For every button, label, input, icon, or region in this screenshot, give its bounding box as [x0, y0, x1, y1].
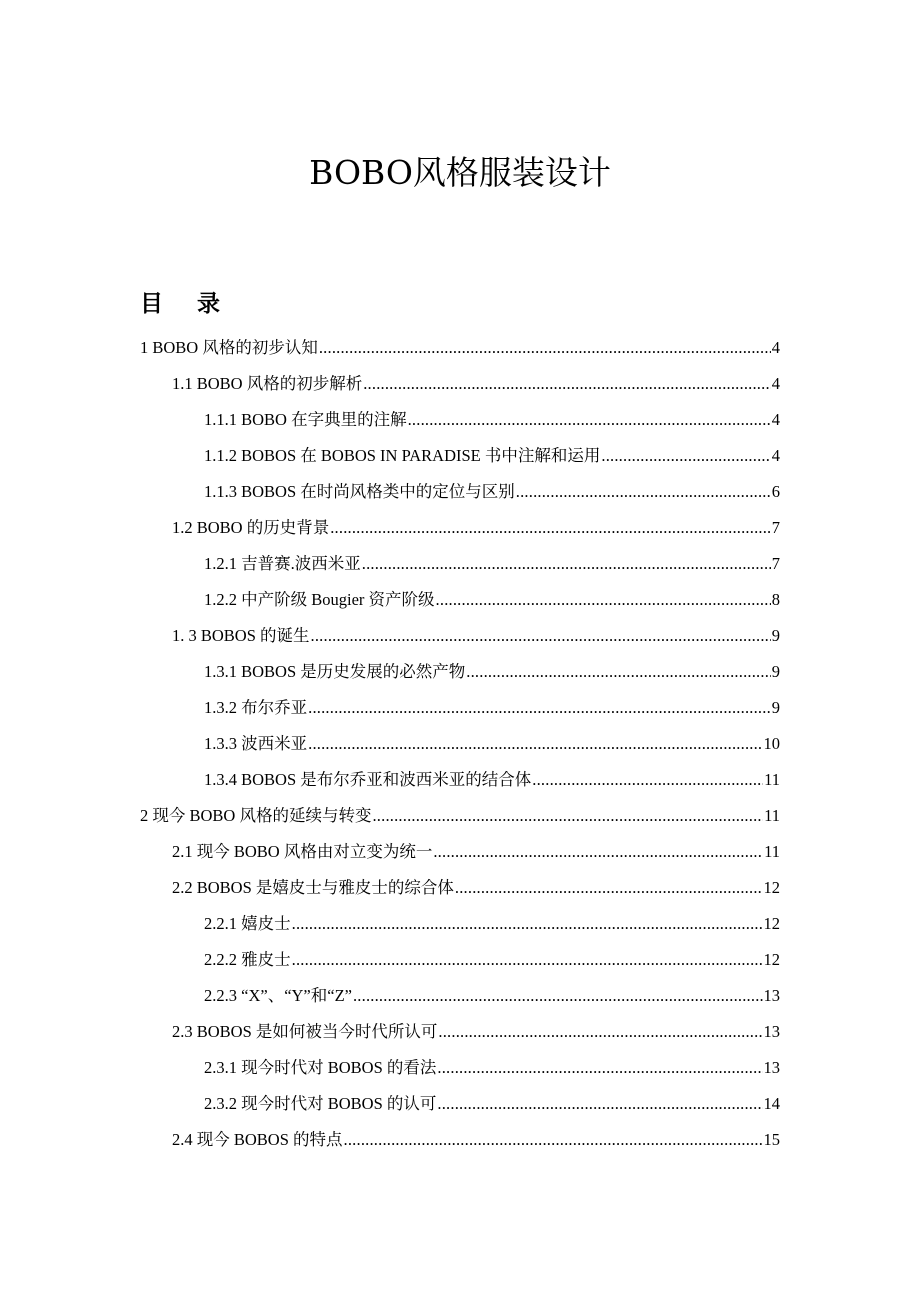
toc-leader-dots	[438, 1020, 762, 1044]
toc-entry[interactable]	[140, 804, 780, 828]
toc-entry[interactable]	[204, 552, 780, 576]
toc-entry-text: 1.2.2 中产阶级 Bougier 资产阶级	[204, 590, 435, 609]
toc-entry-page: 4	[771, 338, 780, 357]
toc-leader-dots	[311, 624, 771, 648]
toc-entry[interactable]	[172, 372, 780, 396]
toc-entry-text: 2.2.2 雅皮士	[204, 950, 291, 969]
toc-leader-dots	[433, 840, 763, 864]
toc-entry[interactable]	[204, 480, 780, 504]
toc-entry[interactable]	[172, 1128, 780, 1152]
toc-leader-dots	[532, 768, 763, 792]
toc-leader-dots	[466, 660, 770, 684]
toc-entry[interactable]	[204, 948, 780, 972]
toc-entry-page: 12	[763, 878, 780, 897]
toc-entry-page: 8	[771, 590, 780, 609]
toc-entry[interactable]	[172, 624, 780, 648]
toc-entry-text: 2.3.2 现今时代对 BOBOS 的认可	[204, 1094, 437, 1113]
toc-entry-page: 13	[763, 986, 780, 1005]
toc-entry-page: 14	[763, 1094, 780, 1113]
toc-entry-page: 15	[763, 1130, 780, 1149]
toc-entry-page: 9	[771, 698, 780, 717]
toc-entry-page: 4	[771, 446, 780, 465]
toc-entry-text: 2.2.3 “X”、“Y”和“Z”	[204, 986, 352, 1005]
toc-entry[interactable]	[140, 336, 780, 360]
toc-leader-dots	[330, 516, 771, 540]
toc-entry[interactable]	[172, 840, 780, 864]
toc-entry-text: 1.1.3 BOBOS 在时尚风格类中的定位与区别	[204, 482, 515, 501]
toc-entry-text: 1.3.3 波西米亚	[204, 734, 308, 753]
toc-entry-text: 1.3.1 BOBOS 是历史发展的必然产物	[204, 662, 466, 681]
toc-entry-text: 1.1.1 BOBO 在字典里的注解	[204, 410, 407, 429]
toc-entry-page: 6	[771, 482, 780, 501]
toc-entry[interactable]	[204, 1056, 780, 1080]
toc-entry-page: 4	[771, 410, 780, 429]
toc-entry-page: 7	[771, 554, 780, 573]
toc-leader-dots	[437, 1092, 762, 1116]
toc-entry[interactable]	[172, 516, 780, 540]
document-title: BOBO风格服装设计	[309, 153, 611, 192]
toc-entry-page: 13	[763, 1058, 780, 1077]
toc-leader-dots	[436, 588, 771, 612]
toc-leader-dots	[437, 1056, 762, 1080]
toc-entry[interactable]	[204, 588, 780, 612]
toc-leader-dots	[363, 372, 771, 396]
toc-entry-page: 4	[771, 374, 780, 393]
toc-entry-text: 2.3 BOBOS 是如何被当今时代所认可	[172, 1022, 438, 1041]
toc-entry[interactable]	[204, 408, 780, 432]
toc-entry-text: 2.1 现今 BOBO 风格由对立变为统一	[172, 842, 433, 861]
toc-entry-page: 10	[763, 734, 780, 753]
toc-entry[interactable]	[172, 876, 780, 900]
toc-entry[interactable]	[204, 444, 780, 468]
toc-leader-dots	[308, 732, 762, 756]
toc-leader-dots	[292, 948, 763, 972]
toc-leader-dots	[601, 444, 770, 468]
toc-leader-dots	[372, 804, 763, 828]
toc-entry-page: 7	[771, 518, 780, 537]
toc-leader-dots	[362, 552, 771, 576]
toc-entry-text: 2 现今 BOBO 风格的延续与转变	[140, 806, 372, 825]
toc-leader-dots	[516, 480, 771, 504]
toc-entry-text: 1. 3 BOBOS 的诞生	[172, 626, 310, 645]
toc-entry-text: 1.3.2 布尔乔亚	[204, 698, 308, 717]
toc-entry-text: 1.2 BOBO 的历史背景	[172, 518, 330, 537]
toc-heading: 目 录	[140, 291, 221, 317]
toc-entry-text: 1.3.4 BOBOS 是布尔乔亚和波西米亚的结合体	[204, 770, 532, 789]
toc-entry-page: 12	[763, 914, 780, 933]
toc-entry[interactable]	[204, 984, 780, 1008]
toc-entry[interactable]	[172, 1020, 780, 1044]
toc-entry-text: 1.2.1 吉普赛.波西米亚	[204, 554, 361, 573]
toc-entry[interactable]	[204, 732, 780, 756]
toc-entry-page: 9	[771, 626, 780, 645]
toc-entry[interactable]	[204, 912, 780, 936]
toc-entry-page: 12	[763, 950, 780, 969]
toc-entry-text: 2.2 BOBOS 是嬉皮士与雅皮士的综合体	[172, 878, 454, 897]
toc-leader-dots	[353, 984, 763, 1008]
toc-entry-page: 11	[764, 842, 780, 861]
toc-entry-text: 1 BOBO 风格的初步认知	[140, 338, 318, 357]
toc-leader-dots	[455, 876, 763, 900]
toc-leader-dots	[308, 696, 771, 720]
toc-entry[interactable]	[204, 696, 780, 720]
toc-entry[interactable]	[204, 1092, 780, 1116]
toc-entry[interactable]	[204, 660, 780, 684]
toc-entry-page: 9	[771, 662, 780, 681]
toc-leader-dots	[344, 1128, 763, 1152]
toc-leader-dots	[408, 408, 771, 432]
toc-entry[interactable]	[204, 768, 780, 792]
toc-leader-dots	[319, 336, 771, 360]
toc-entry-text: 2.3.1 现今时代对 BOBOS 的看法	[204, 1058, 437, 1077]
toc-entry-text: 1.1.2 BOBOS 在 BOBOS IN PARADISE 书中注解和运用	[204, 446, 601, 465]
toc-entry-page: 11	[764, 806, 780, 825]
toc-leader-dots	[292, 912, 763, 936]
toc-entry-text: 2.2.1 嬉皮士	[204, 914, 291, 933]
toc-entry-page: 13	[763, 1022, 780, 1041]
toc-entry-page: 11	[764, 770, 780, 789]
toc-entry-text: 2.4 现今 BOBOS 的特点	[172, 1130, 343, 1149]
toc-entry-text: 1.1 BOBO 风格的初步解析	[172, 374, 363, 393]
